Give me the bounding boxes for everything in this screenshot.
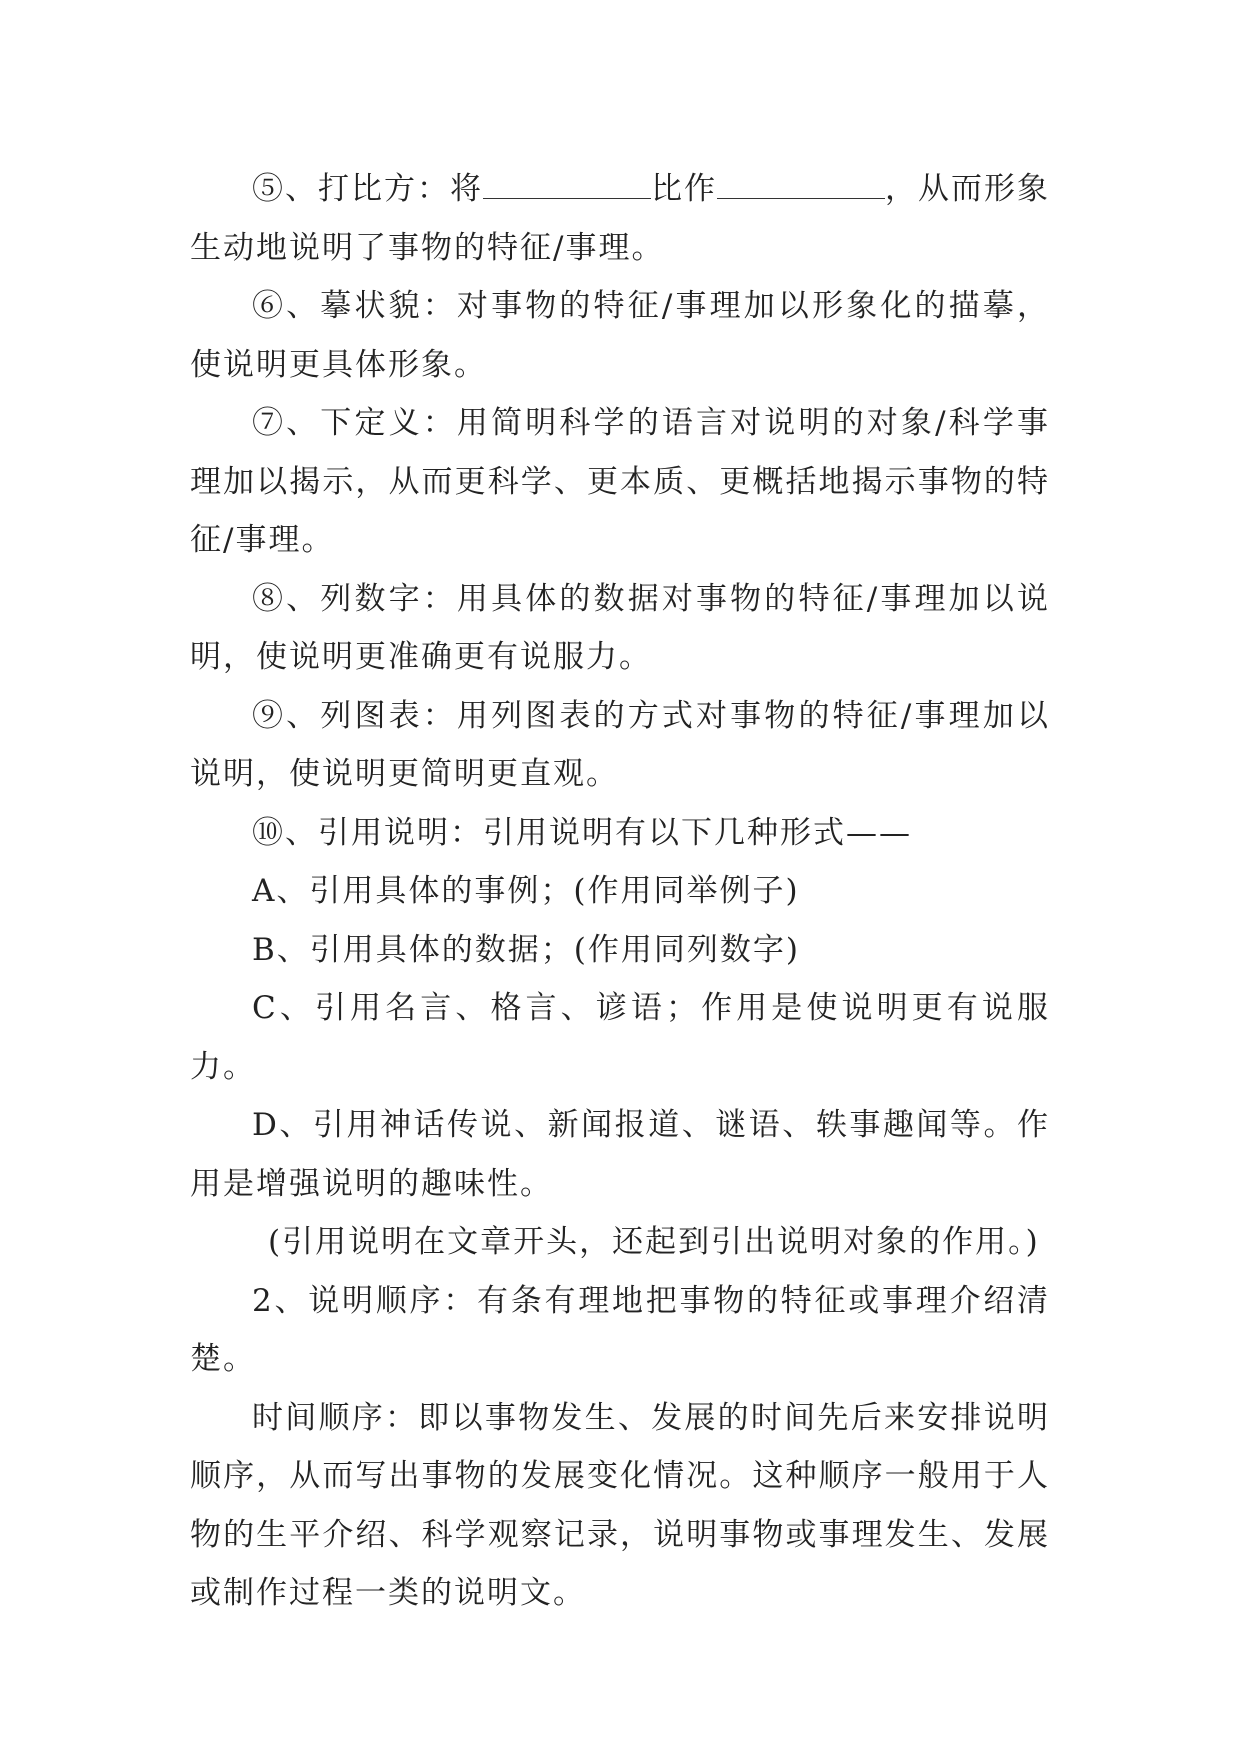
document-body <box>190 160 1050 1623</box>
paragraph-quotation: ⑩、引用说明：引用说明有以下几种形式—— <box>252 814 912 851</box>
metaphor-text-middle: 比作 <box>651 171 717 207</box>
paragraph-numbers: ⑧、列数字：用具体的数据对事物的特征/事理加以说明，使说明更准确更有说服力。 <box>190 580 1050 675</box>
paragraph-charts: ⑨、列图表：用列图表的方式对事物的特征/事理加以说明，使说明更简明更直观。 <box>190 697 1050 792</box>
paragraph-quotation-a: A、引用具体的事例；(作用同举例子) <box>252 873 800 909</box>
metaphor-text-end: ，从而形象生动地说明了事物的特征/事理。 <box>190 171 1050 266</box>
paragraph-definition: ⑦、下定义：用简明科学的语言对说明的对象/科学事理加以揭示，从而更科学、更本质、更概括地揭示事物的特征/事理。 <box>190 405 1050 558</box>
fill-blank-2 <box>717 174 885 199</box>
paragraph-time-order: 时间顺序：即以事物发生、发展的时间先后来安排说明顺序，从而写出事物的发展变化情况。这种顺序一般用于人物的生平介绍、科学观察记录，说明事物或事理发生、发展或制作过程一类的说明文。 <box>190 1399 1050 1611</box>
paragraph-metaphor <box>190 160 1050 277</box>
paragraph-order: 2、说明顺序：有条有理地把事物的特征或事理介绍清楚。 <box>190 1282 1050 1377</box>
paragraph-note: (引用说明在文章开头，还起到引出说明对象的作用。) <box>268 1224 1040 1260</box>
paragraph-quotation-b: B、引用具体的数据；(作用同列数字) <box>252 931 800 968</box>
paragraph-quotation-c: C、引用名言、格言、谚语；作用是使说明更有说服力。 <box>190 990 1050 1085</box>
paragraph-description: ⑥、摹状貌：对事物的特征/事理加以形象化的描摹，使说明更具体形象。 <box>190 288 1050 383</box>
fill-blank-1 <box>483 174 651 199</box>
paragraph-quotation-d: D、引用神话传说、新闻报道、谜语、轶事趣闻等。作用是增强说明的趣味性。 <box>190 1107 1050 1202</box>
metaphor-text-start: ⑤、打比方：将 <box>252 171 483 207</box>
